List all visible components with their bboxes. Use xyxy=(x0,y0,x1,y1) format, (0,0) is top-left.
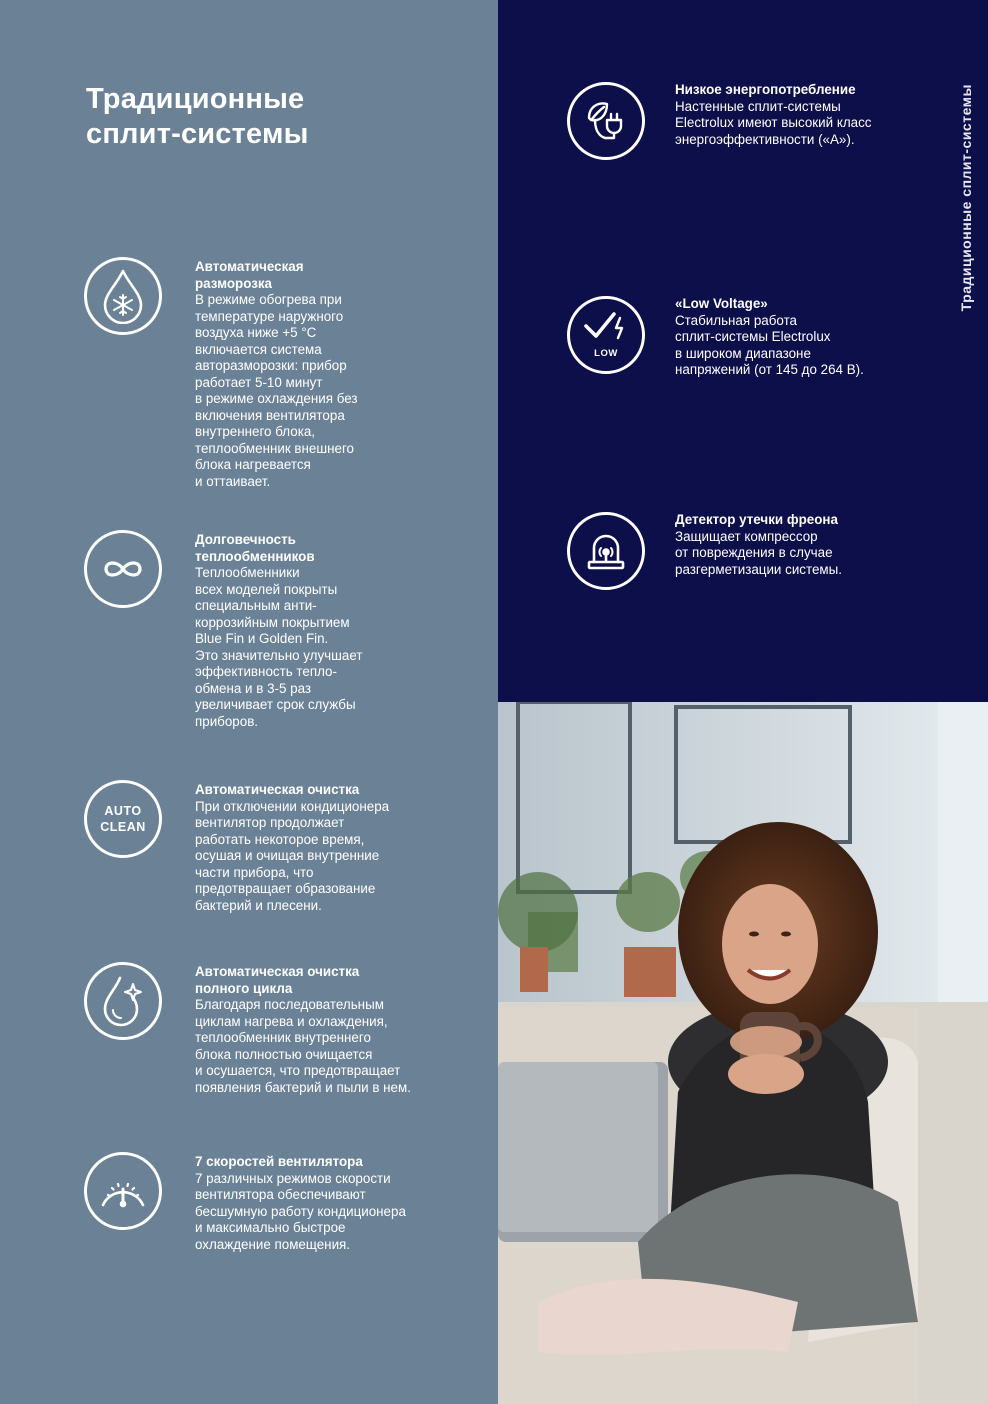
feature-auto-defrost xyxy=(84,257,358,490)
feature-auto-clean xyxy=(84,780,389,914)
feature-body: Защищает компрессор от повреждения в случае разгерметизации системы. xyxy=(675,528,842,577)
auto-clean-icon: AUTO CLEAN xyxy=(84,780,162,858)
feature-heading: Автоматическая очистка xyxy=(195,782,360,797)
speed-gauge-icon xyxy=(84,1152,162,1230)
feature-body: Теплообменники всех моделей покрыты специальным анти- коррозийным покрытием Blue Fin и Golden Fin. Это значительно улучшает эффективность тепло- обмена и в 3-5 раз увеличивает срок службы приборов. xyxy=(195,565,363,729)
low-voltage-icon: LOW xyxy=(567,296,645,374)
feature-body: Настенные сплит-системы Electrolux имеют высокий класс энергоэффективности («А»). xyxy=(675,98,872,147)
snowflake-drop-icon xyxy=(84,257,162,335)
leaf-plug-icon xyxy=(567,82,645,160)
page-title: Традиционные сплит-системы xyxy=(86,83,309,150)
feature-heading: Автоматическая разморозка xyxy=(195,259,304,291)
feature-freon-leak xyxy=(567,512,842,590)
feature-body: В режиме обогрева при температуре наружного воздуха ниже +5 °С включается система авторазморозки: прибор работает 5-10 минут в режиме охлаждения без включения вентилятора внутреннего блока, теплообменник внешнего блока нагревается и оттаивает. xyxy=(195,292,358,489)
feature-body: Благодаря последовательным циклам нагрева и охлаждения, теплообменник внутреннего блока полностью очищается и осушается, что предотвращает появления бактерий и пыли в нем. xyxy=(195,997,411,1095)
feature-heading: Детектор утечки фреона xyxy=(675,512,838,527)
feature-durability xyxy=(84,530,362,730)
feature-heading: Долговечность теплообменников xyxy=(195,532,315,564)
feature-heading: 7 скоростей вентилятора xyxy=(195,1154,363,1169)
feature-body: 7 различных режимов скорости вентилятора обеспечивают бесшумную работу кондиционера и максимально быстрое охлаждение помещения. xyxy=(195,1170,406,1252)
side-label: Традиционные сплит-системы xyxy=(958,84,974,312)
alarm-beacon-icon xyxy=(567,512,645,590)
feature-body: При отключении кондиционера вентилятор продолжает работать некоторое время, осушая и очищая внутренние части прибора, что предотвращает образование бактерий и плесени. xyxy=(195,798,390,913)
feature-full-cycle-clean xyxy=(84,962,411,1096)
feature-low-energy xyxy=(567,82,871,160)
feature-heading: Автоматическая очистка полного цикла xyxy=(195,964,360,996)
feature-fan-speeds xyxy=(84,1152,406,1253)
feature-low-voltage xyxy=(567,296,864,379)
sparkle-drop-icon xyxy=(84,962,162,1040)
feature-body: Стабильная работа сплит-системы Electrolux в широком диапазоне напряжений (от 145 до 264 В). xyxy=(675,312,864,377)
lifestyle-photo xyxy=(498,702,988,1404)
infinity-icon xyxy=(84,530,162,608)
feature-heading: «Low Voltage» xyxy=(675,296,768,311)
feature-heading: Низкое энергопотребление xyxy=(675,82,856,97)
